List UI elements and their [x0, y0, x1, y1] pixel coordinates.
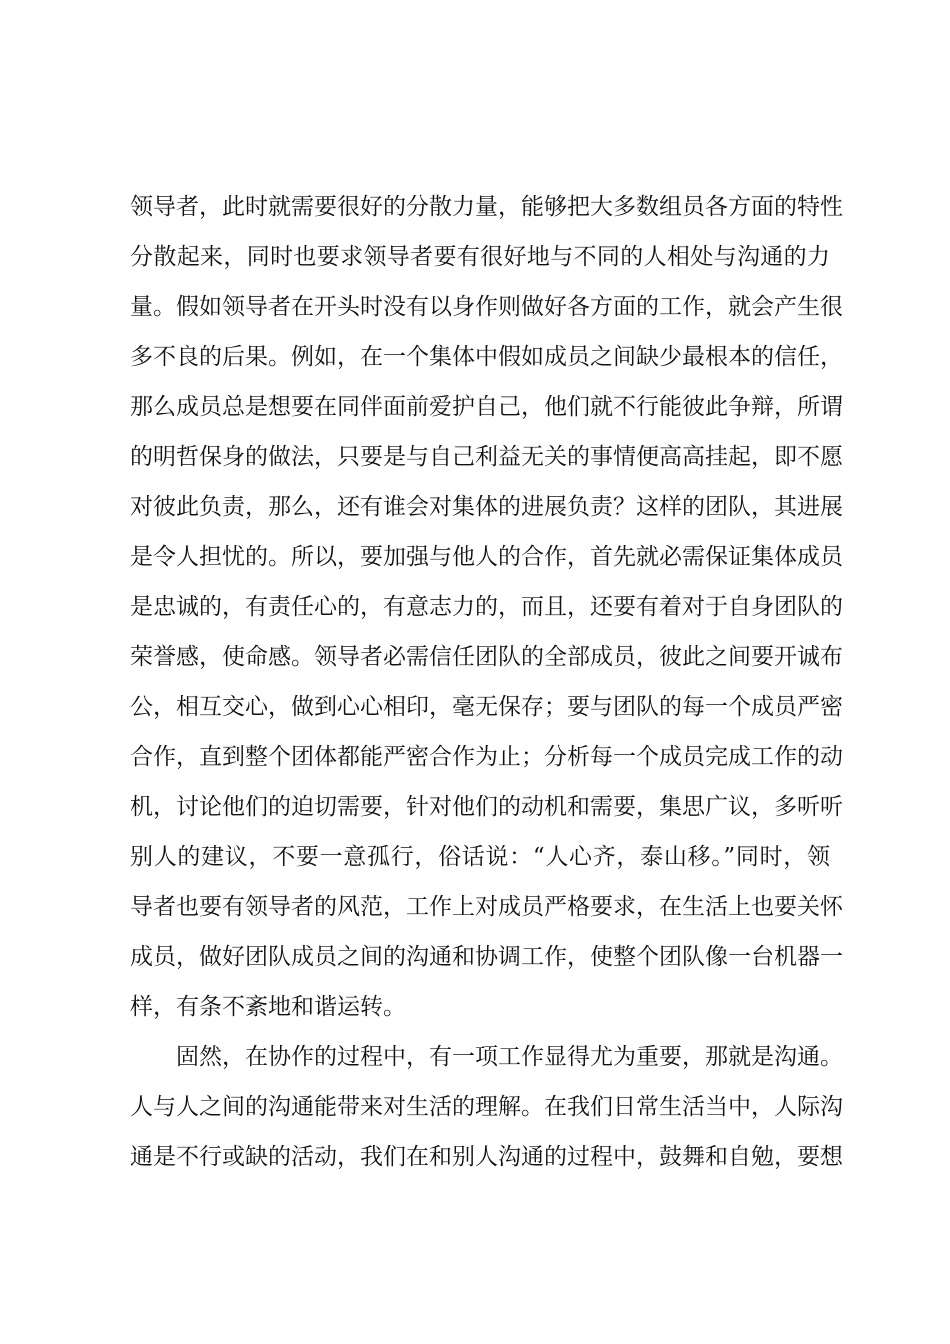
paragraph-1-line-11: 公，相互交心，做到心心相印，毫无保存；要与团队的每一个成员严密 [130, 694, 843, 720]
paragraph-1-line-3: 量。假如领导者在开头时没有以身作则做好各方面的工作，就会产生很 [130, 294, 843, 320]
paragraph-1-line-8: 是令人担忧的。所以，要加强与他人的合作，首先就必需保证集体成员 [130, 544, 843, 570]
paragraph-1-line-14: 别人的建议，不要一意孤行，俗话说：“人心齐，泰山移。”同时，领 [130, 844, 830, 870]
paragraph-1-line-13: 机，讨论他们的迫切需要，针对他们的动机和需要，集思广议，多听听 [130, 794, 843, 820]
paragraph-2-line-2: 人与人之间的沟通能带来对生活的理解。在我们日常生活当中，人际沟 [130, 1094, 843, 1120]
paragraph-1-line-4: 多不良的后果。例如，在一个集体中假如成员之间缺少最根本的信任， [130, 344, 843, 370]
paragraph-1-line-5: 那么成员总是想要在同伴面前爱护自己，他们就不行能彼此争辩，所谓 [130, 394, 843, 420]
paragraph-1-line-12: 合作，直到整个团体都能严密合作为止；分析每一个成员完成工作的动 [130, 744, 843, 770]
paragraph-1-line-9: 是忠诚的，有责任心的，有意志力的，而且，还要有着对于自身团队的 [130, 594, 843, 620]
paragraph-1-line-15: 导者也要有领导者的风范，工作上对成员严格要求，在生活上也要关怀 [130, 894, 843, 920]
paragraph-1-line-2: 分散起来，同时也要求领导者要有很好地与不同的人相处与沟通的力 [130, 244, 830, 270]
paragraph-1-line-17: 样，有条不紊地和谐运转。 [130, 994, 406, 1020]
paragraph-1-line-1: 领导者，此时就需要很好的分散力量，能够把大多数组员各方面的特性 [130, 194, 843, 220]
paragraph-1-line-16: 成员，做好团队成员之间的沟通和协调工作，使整个团队像一台机器一 [130, 944, 843, 970]
paragraph-2-line-3: 通是不行或缺的活动，我们在和别人沟通的过程中，鼓舞和自勉，要想 [130, 1144, 843, 1170]
paragraph-1-line-6: 的明哲保身的做法，只要是与自己利益无关的事情便高高挂起，即不愿 [130, 444, 843, 470]
paragraph-2-line-1: 固然，在协作的过程中，有一项工作显得尤为重要，那就是沟通。 [176, 1044, 843, 1070]
paragraph-1-line-10: 荣誉感，使命感。领导者必需信任团队的全部成员，彼此之间要开诚布 [130, 644, 843, 670]
paragraph-1-line-7: 对彼此负责，那么，还有谁会对集体的进展负责？这样的团队，其进展 [130, 494, 843, 520]
